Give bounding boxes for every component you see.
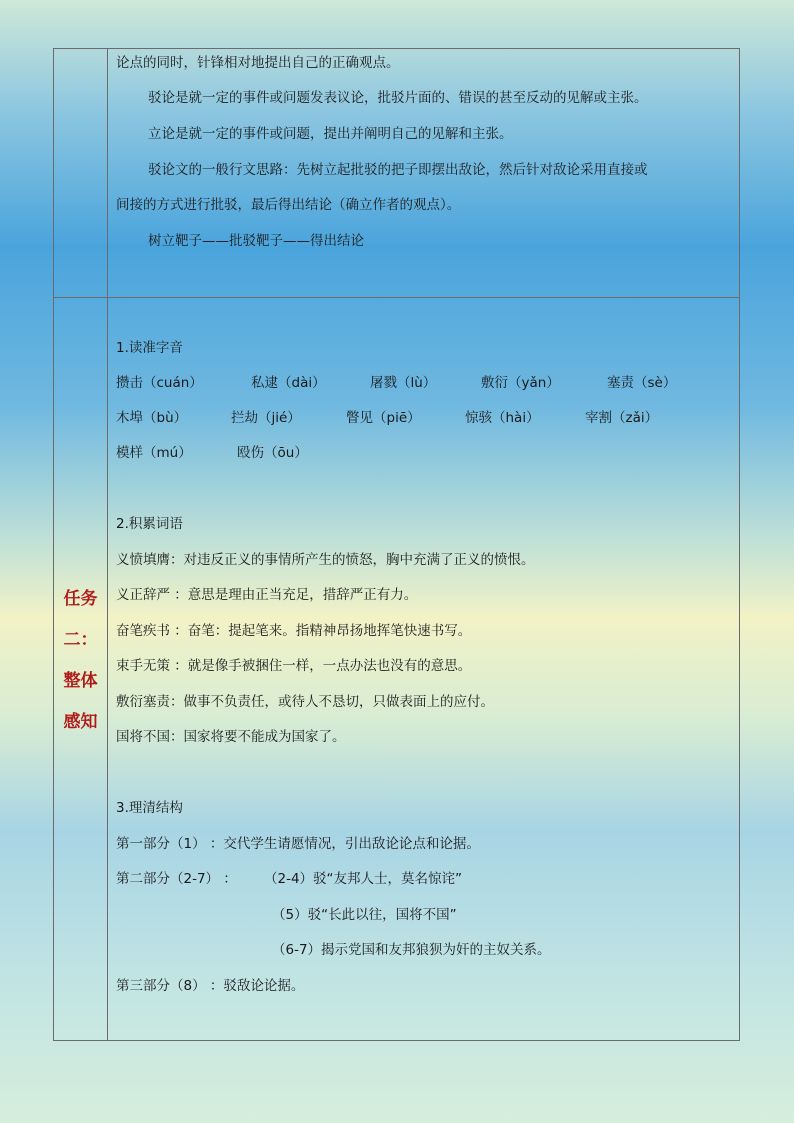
intro-line: 树立靶子——批驳靶子——得出结论: [148, 233, 364, 249]
structure-subpart: （2-4）驳“友邦人士，莫名惊诧”: [264, 871, 463, 887]
pinyin-item: 瞥见（piē）: [346, 410, 421, 426]
pinyin-item: 拦劫（jié）: [231, 410, 301, 426]
pinyin-item: 塞责（sè）: [607, 375, 677, 391]
pinyin-item: 屠戮（lù）: [370, 375, 437, 391]
section-heading: 2.积累词语: [116, 516, 183, 532]
pinyin-item: 惊骇（hài）: [465, 410, 540, 426]
column-divider: [107, 49, 108, 1040]
intro-line: 立论是就一定的事件或问题，提出并阐明自己的见解和主张。: [148, 126, 513, 142]
task-label: [54, 579, 107, 743]
pinyin-item: 宰割（zǎi）: [585, 410, 659, 426]
structure-subpart: （5）驳“长此以往，国将不国”: [272, 907, 457, 923]
structure-subpart: （6-7）揭示党国和友邦狼狈为奸的主奴关系。: [272, 942, 551, 958]
task-label-line: 感知: [63, 712, 98, 732]
row-divider: [54, 297, 739, 298]
vocab-item: 国将不国：国家将要不能成为国家了。: [116, 729, 346, 745]
intro-line: 驳论文的一般行文思路：先树立起批驳的把子即摆出敌论，然后针对敌论采用直接或: [148, 162, 648, 178]
vocab-item: 束手无策 ：就是像手被捆住一样，一点办法也没有的意思。: [116, 658, 472, 674]
section-heading: 3.理清结构: [116, 800, 183, 816]
pinyin-item: 敷衍（yǎn）: [481, 375, 560, 391]
section-heading: 1.读准字音: [116, 340, 183, 356]
pinyin-item: 模样（mú）: [116, 445, 192, 461]
pinyin-item: 攒击（cuán）: [116, 375, 203, 391]
structure-part-label: 第二部分（2-7） ：: [116, 871, 237, 887]
structure-part: 第一部分（1） ：交代学生请愿情况，引出敌论论点和论据。: [116, 836, 480, 852]
pinyin-item: 木埠（bù）: [116, 410, 188, 426]
task-label-line: 整体: [63, 671, 98, 691]
structure-part: 第三部分（8） ：驳敌论论据。: [116, 978, 305, 994]
pinyin-item: 私逮（dài）: [251, 375, 326, 391]
vocab-item: 奋笔疾书 ：奋笔：提起笔来。指精神昂扬地挥笔快速书写。: [116, 623, 472, 639]
intro-line: 论点的同时，针锋相对地提出自己的正确观点。: [116, 55, 400, 71]
vocab-item: 义正辞严 ：意思是理由正当充足，措辞严正有力。: [116, 587, 418, 603]
intro-line: 驳论是就一定的事件或问题发表议论，批驳片面的、错误的甚至反动的见解或主张。: [148, 90, 648, 106]
pinyin-item: 殴伤（ōu）: [237, 445, 308, 461]
vocab-item: 敷衍塞责：做事不负责任，或待人不恳切，只做表面上的应付。: [116, 694, 494, 710]
task-label-line: 任务: [63, 589, 98, 609]
intro-line: 间接的方式进行批驳，最后得出结论（确立作者的观点）。: [116, 197, 461, 213]
vocab-item: 义愤填膺：对违反正义的事情所产生的愤怒，胸中充满了正义的愤恨。: [116, 552, 535, 568]
task-label-line: 二：: [63, 630, 98, 650]
